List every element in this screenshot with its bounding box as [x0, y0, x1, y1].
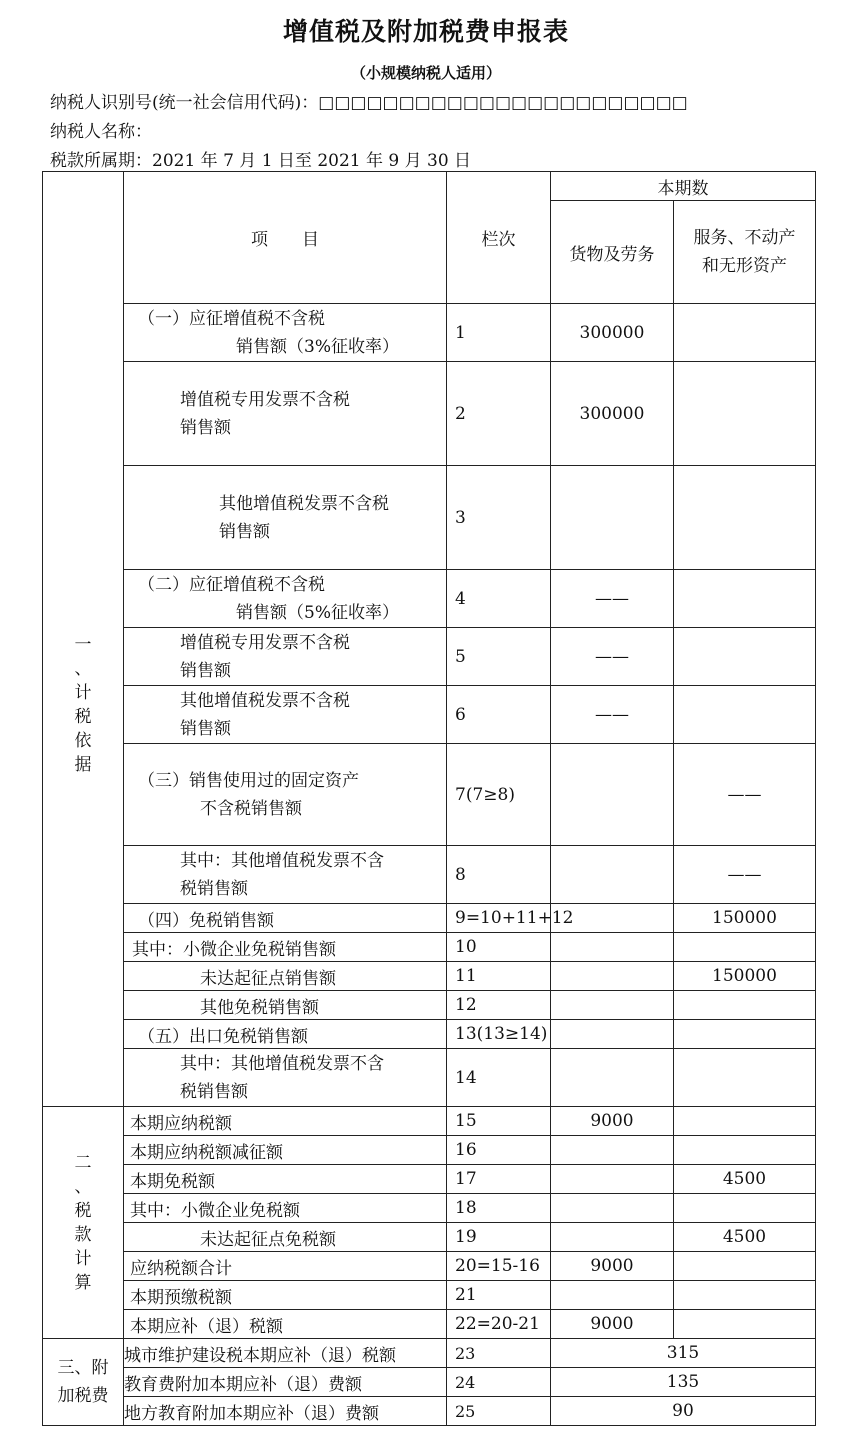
row-item	[124, 991, 447, 1020]
row-item-line1: （五）出口免税销售额	[138, 1026, 308, 1047]
row-item-line1: 未达起征点销售额	[200, 968, 336, 989]
section-1-char: 税	[74, 706, 92, 727]
row-item-line1: 本期免税额	[130, 1171, 215, 1192]
row-goods-value[interactable]: 9000	[551, 1310, 674, 1339]
row-item	[124, 962, 447, 991]
table-row	[43, 1107, 816, 1136]
row-services-value[interactable]	[674, 466, 816, 570]
row-column: 13(13≥14)	[447, 1020, 551, 1049]
table-row	[43, 933, 816, 962]
row-item-line2: 税销售额	[180, 1081, 248, 1102]
table-row	[43, 991, 816, 1020]
section-2-char: 税	[74, 1200, 92, 1221]
row-item	[124, 1368, 447, 1397]
row-services-value[interactable]	[674, 1020, 816, 1049]
table-row	[43, 362, 816, 466]
row-goods-value[interactable]	[551, 1020, 674, 1049]
row-services-value[interactable]	[674, 686, 816, 744]
row-item-line1: 应纳税额合计	[130, 1258, 232, 1279]
section-3-label	[43, 1339, 124, 1426]
form-title: 增值税及附加税费申报表	[282, 17, 569, 46]
table-row	[43, 1339, 816, 1368]
section-1-char: 一	[74, 634, 92, 655]
row-item	[124, 304, 447, 362]
row-item-line1: 其他增值税发票不含税	[180, 690, 350, 711]
row-goods-value[interactable]	[551, 1194, 674, 1223]
taxpayer-id-boxes[interactable]: □□□□□□□□□□□□□□□□□□□□□□□	[318, 93, 688, 113]
declaration-table	[42, 171, 816, 1426]
row-goods-value[interactable]: ——	[551, 686, 674, 744]
row-services-value[interactable]	[674, 933, 816, 962]
row-services-value[interactable]	[674, 1107, 816, 1136]
row-goods-value[interactable]	[551, 1281, 674, 1310]
table-row	[43, 686, 816, 744]
row-item	[124, 1310, 447, 1339]
row-services-value[interactable]: 150000	[674, 962, 816, 991]
row-column: 21	[447, 1281, 551, 1310]
row-item-line2: 销售额	[180, 660, 231, 681]
row-goods-value[interactable]: 300000	[551, 304, 674, 362]
row-item-line2: 不含税销售额	[200, 798, 302, 819]
row-services-value[interactable]	[674, 1194, 816, 1223]
row-item	[124, 1107, 447, 1136]
table-row	[43, 1252, 816, 1281]
row-item	[124, 466, 447, 570]
row-goods-value[interactable]	[551, 962, 674, 991]
row-column: 10	[447, 933, 551, 962]
row-column: 12	[447, 991, 551, 1020]
row-goods-value[interactable]	[551, 1165, 674, 1194]
table-row	[43, 304, 816, 362]
row-services-value[interactable]	[674, 1281, 816, 1310]
row-column: 5	[447, 628, 551, 686]
row-services-value[interactable]: ——	[674, 846, 816, 904]
row-goods-value[interactable]	[551, 1223, 674, 1252]
row-column: 8	[447, 846, 551, 904]
table-row	[43, 846, 816, 904]
row-item-line1: 其他增值税发票不含税	[219, 493, 389, 514]
row-column: 7(7≥8)	[447, 744, 551, 846]
table-row	[43, 1049, 816, 1107]
section-1-char: 、	[74, 658, 92, 679]
section-3-line2: 加税费	[57, 1386, 109, 1406]
section-1-char: 据	[74, 754, 92, 775]
row-item	[124, 1165, 447, 1194]
header-item: 项 目	[124, 172, 447, 304]
row-item-line1: 教育费附加本期应补（退）费额	[124, 1374, 362, 1395]
row-item	[124, 933, 447, 962]
row-item	[124, 1136, 447, 1165]
row-services-value[interactable]	[674, 1049, 816, 1107]
section-2-char: 计	[74, 1248, 92, 1269]
table-row	[43, 1310, 816, 1339]
row-item	[124, 1281, 447, 1310]
row-goods-value[interactable]	[551, 744, 674, 846]
row-goods-value[interactable]	[551, 1136, 674, 1165]
row-merged-value[interactable]: 315	[551, 1339, 816, 1368]
row-item-line2: 销售额	[180, 417, 231, 438]
table-row	[43, 1020, 816, 1049]
section-2-char: 款	[74, 1224, 92, 1245]
row-item-line2: 税销售额	[180, 878, 248, 899]
row-item-line1: 本期预缴税额	[130, 1287, 232, 1308]
row-item-line1: 本期应补（退）税额	[130, 1316, 283, 1337]
row-item-line1: 增值税专用发票不含税	[180, 632, 350, 653]
row-item	[124, 744, 447, 846]
row-column: 18	[447, 1194, 551, 1223]
row-services-value[interactable]: 4500	[674, 1223, 816, 1252]
taxpayer-name-line	[50, 117, 152, 142]
header-services	[674, 201, 816, 304]
row-goods-value[interactable]	[551, 846, 674, 904]
row-services-value[interactable]: ——	[674, 744, 816, 846]
row-item	[124, 628, 447, 686]
row-goods-value[interactable]: ——	[551, 628, 674, 686]
row-item	[124, 1223, 447, 1252]
row-item-line1: 本期应纳税额	[130, 1113, 232, 1134]
row-goods-value[interactable]	[551, 466, 674, 570]
row-services-value[interactable]	[674, 1136, 816, 1165]
table-row	[43, 1223, 816, 1252]
row-merged-value[interactable]: 135	[551, 1368, 816, 1397]
row-goods-value[interactable]: 9000	[551, 1252, 674, 1281]
row-services-value[interactable]: 150000	[674, 904, 816, 933]
table-row	[43, 466, 816, 570]
row-item-line1: 其中：其他增值税发票不含	[180, 1053, 384, 1074]
taxpayer-name-label: 纳税人名称：	[50, 122, 152, 142]
section-1-char: 依	[74, 730, 92, 751]
row-item-line2: 销售额	[219, 521, 270, 542]
header-current-period: 本期数	[551, 172, 816, 201]
row-column: 22=20-21	[447, 1310, 551, 1339]
row-column: 2	[447, 362, 551, 466]
row-column: 19	[447, 1223, 551, 1252]
row-item-line1: （一）应征增值税不含税	[138, 308, 325, 329]
row-item	[124, 1020, 447, 1049]
table-row	[43, 628, 816, 686]
form-subtitle: （小规模纳税人适用）	[350, 64, 501, 82]
row-column: 9=10+11+12	[447, 904, 551, 933]
row-item-line1: （二）应征增值税不含税	[138, 574, 325, 595]
row-item-line1: 增值税专用发票不含税	[180, 389, 350, 410]
section-2-char: 算	[74, 1272, 92, 1293]
section-1-label	[43, 304, 124, 1107]
row-item-line2: 销售额	[180, 718, 231, 739]
row-services-value[interactable]	[674, 570, 816, 628]
row-item-line1: 其中：其他增值税发票不含	[180, 850, 384, 871]
row-item-line1: （三）销售使用过的固定资产	[138, 770, 359, 791]
row-item	[124, 1397, 447, 1426]
taxpayer-id-label: 纳税人识别号(统一社会信用代码)：	[50, 93, 319, 113]
row-services-value[interactable]	[674, 991, 816, 1020]
tax-period-label: 税款所属期：2021 年 7 月 1 日至 2021 年 9 月 30 日	[50, 151, 472, 171]
header-row	[43, 172, 816, 201]
row-goods-value[interactable]: 9000	[551, 1107, 674, 1136]
row-item	[124, 686, 447, 744]
row-item	[124, 846, 447, 904]
row-item-line1: 城市维护建设税本期应补（退）税额	[124, 1345, 396, 1366]
row-column: 25	[447, 1397, 551, 1426]
row-column: 16	[447, 1136, 551, 1165]
row-column: 15	[447, 1107, 551, 1136]
row-item-line1: （四）免税销售额	[138, 910, 274, 931]
taxpayer-id-line	[50, 88, 688, 113]
table-row	[43, 904, 816, 933]
row-column: 20=15-16	[447, 1252, 551, 1281]
row-item-line1: 本期应纳税额减征额	[130, 1142, 283, 1163]
row-goods-value[interactable]	[551, 1049, 674, 1107]
section-1-char: 计	[74, 682, 92, 703]
section-2-char: 二	[74, 1152, 92, 1173]
header-services-line1: 服务、不动产	[693, 228, 796, 248]
row-goods-value[interactable]: 300000	[551, 362, 674, 466]
table-row	[43, 1136, 816, 1165]
row-item-line1: 其他免税销售额	[200, 997, 319, 1018]
row-services-value[interactable]	[674, 1252, 816, 1281]
table-row	[43, 570, 816, 628]
row-column: 1	[447, 304, 551, 362]
row-column: 14	[447, 1049, 551, 1107]
row-item	[124, 1339, 447, 1368]
row-column: 23	[447, 1339, 551, 1368]
row-services-value[interactable]	[674, 304, 816, 362]
tax-period-line	[50, 146, 471, 171]
section-2-char: 、	[74, 1176, 92, 1197]
section-3-line1: 三、附	[57, 1358, 109, 1378]
table-row	[43, 1281, 816, 1310]
table-row	[43, 1194, 816, 1223]
row-item-line2: 销售额（3%征收率）	[236, 336, 399, 357]
row-item	[124, 1252, 447, 1281]
header-goods: 货物及劳务	[551, 201, 674, 304]
table-row	[43, 1165, 816, 1194]
row-column: 3	[447, 466, 551, 570]
row-item	[124, 570, 447, 628]
row-services-value[interactable]	[674, 628, 816, 686]
row-item-line1: 未达起征点免税额	[200, 1229, 336, 1250]
row-goods-value[interactable]: ——	[551, 570, 674, 628]
row-item-line2: 销售额（5%征收率）	[236, 602, 399, 623]
row-item	[124, 904, 447, 933]
row-merged-value[interactable]: 90	[551, 1397, 816, 1426]
row-column: 4	[447, 570, 551, 628]
row-column: 11	[447, 962, 551, 991]
section-1-cell	[43, 172, 124, 304]
row-item	[124, 1049, 447, 1107]
row-goods-value[interactable]	[551, 991, 674, 1020]
table-row	[43, 962, 816, 991]
section-2-label	[43, 1107, 124, 1339]
row-goods-value[interactable]	[551, 933, 674, 962]
header-services-line2: 和无形资产	[702, 256, 787, 276]
table-row	[43, 1397, 816, 1426]
table-row	[43, 1368, 816, 1397]
row-services-value[interactable]: 4500	[674, 1165, 816, 1194]
row-item-line1: 其中：小微企业免税销售额	[132, 939, 336, 960]
header-column: 栏次	[447, 172, 551, 304]
row-services-value[interactable]	[674, 1310, 816, 1339]
row-item-line1: 其中：小微企业免税额	[130, 1200, 300, 1221]
row-services-value[interactable]	[674, 362, 816, 466]
row-item	[124, 1194, 447, 1223]
row-item-line1: 地方教育附加本期应补（退）费额	[124, 1403, 379, 1424]
row-column: 17	[447, 1165, 551, 1194]
row-column: 6	[447, 686, 551, 744]
row-item	[124, 362, 447, 466]
table-row	[43, 744, 816, 846]
row-column: 24	[447, 1368, 551, 1397]
